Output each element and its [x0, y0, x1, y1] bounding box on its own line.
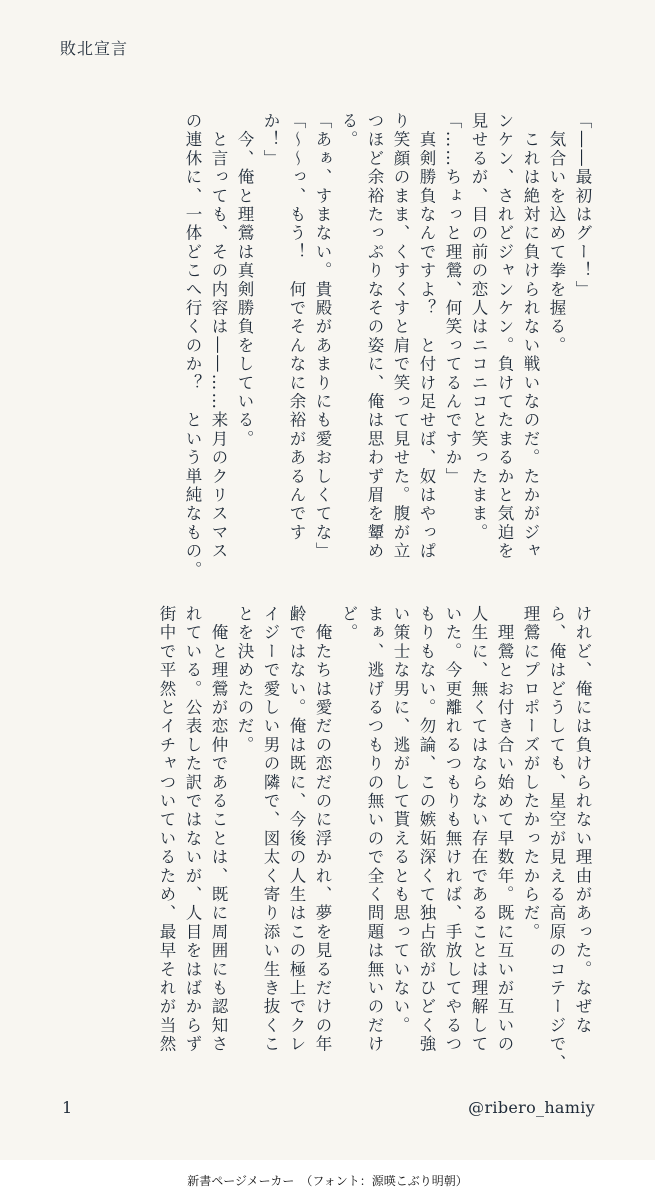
body-text-upper: 「――最初はグー！」 気合いを込めて拳を握る。 これは絶対に負けられない戦いなのだ。たかがジャ ンケン、されどジャンケン。負けてたまるかと気迫を 見せるが、目の前の恋人はニコニコと笑ったまま。 「……ちょっと理鶯、何笑ってるんですか」 真剣勝負なんですよ？ と付け足せば、奴はやっぱ り笑顔のまま、くすくすと肩で笑って見せた。腹が立 つほど余裕たっぷりなその姿に、俺は思わず眉を顰め る。 「あぁ、すまない。貴殿があまりにも愛おしくてな」 「～～っ、もう！ 何でそんなに余裕があるんです か！」 今、俺と理鶯は真剣勝負をしている。 と言っても、その内容は――……来月のクリスマス の連休に、一体どこへ行くのか？ という単純なもの。	[183, 112, 592, 580]
page-number: 1	[62, 1098, 73, 1117]
body-text-lower: けれど、俺には負けられない理由があった。なぜな ら、俺はどうしても、星空が見える高原のコテージで、 理鶯にプロポーズがしたかったからだ。 理鶯とお付き合い始めて早数年。既に互いが互いの 人生に、無くてはならない存在であることは理解して いた。今更離れるつもりも無ければ、手放してやるつ もりもない。勿論、この嫉妬深くて独占欲がひどく強 い策士な男に、逃がして貰えるとも思っていない。 まぁ、逃げるつもりの無いので全く問題は無いのだけ ど。 俺たちは愛だの恋だのに浮かれ、夢を見るだけの年 齢ではない。俺は既に、今後の人生はこの極上でクレ イジーで愛しい男の隣で、図太く寄り添い生き抜くこ とを決めたのだ。 俺と理鶯が恋仲であることは、既に周囲にも認知さ れている。公表した訳ではないが、人目をはばからず 街中で平然とイチャついているため、最早それが当然	[157, 605, 592, 1073]
generator-caption: 新書ページメーカー （フォント：源暎こぶり明朝）	[0, 1160, 655, 1200]
page-title: 敗北宣言	[60, 39, 129, 58]
author-handle: @ribero_hamiy	[468, 1098, 595, 1117]
